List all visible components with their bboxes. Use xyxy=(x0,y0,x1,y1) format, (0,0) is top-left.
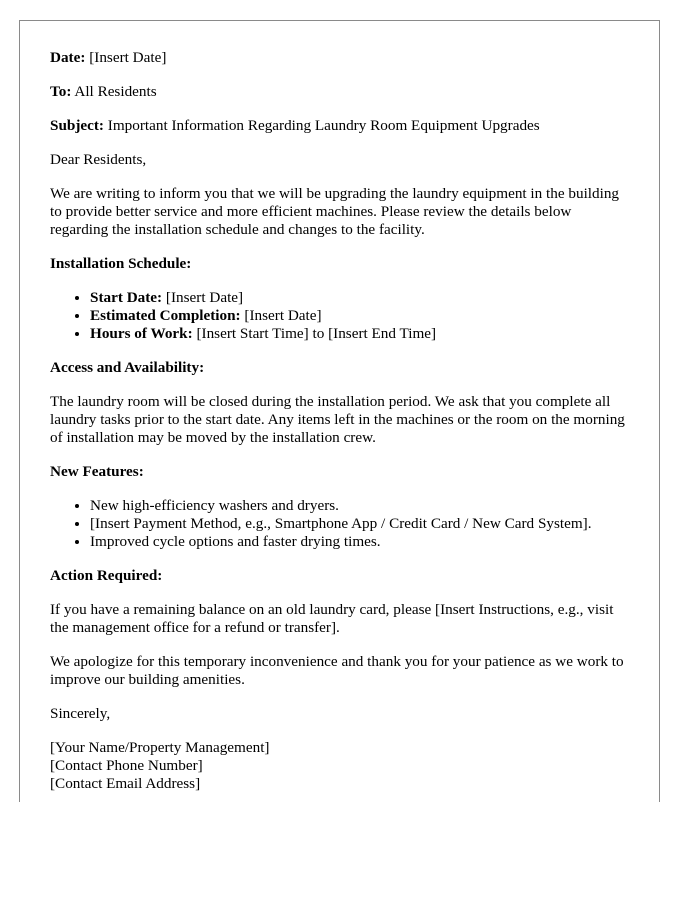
features-list xyxy=(50,497,629,551)
signature-block xyxy=(50,739,629,793)
to-value: All Residents xyxy=(74,83,157,100)
signature-email: [Contact Email Address] xyxy=(50,775,201,792)
signature-phone: [Contact Phone Number] xyxy=(50,757,203,774)
feature-item: • Improved cycle options and faster drying times. xyxy=(90,533,629,551)
schedule-item-hours xyxy=(90,325,629,343)
schedule-item-label: Start Date: xyxy=(90,289,163,306)
action-paragraph: If you have a remaining balance on an old laundry card, please [Insert Instructions, e.g., visit the management office for a refund or transfer]. xyxy=(50,601,614,636)
subject-label: Subject: xyxy=(50,117,104,134)
letter-document xyxy=(19,20,660,802)
date-value: [Insert Date] xyxy=(89,49,167,66)
closing: Sincerely, xyxy=(50,705,111,722)
schedule-item-value: [Insert Start Time] to [Insert End Time] xyxy=(196,325,437,342)
subject-line xyxy=(50,117,629,135)
to-line xyxy=(50,83,629,101)
features-heading: New Features: xyxy=(50,463,144,480)
access-paragraph: The laundry room will be closed during the installation period. We ask that you complete all laundry tasks prior to the start date. Any items left in the machines or the room on the morning of installation may be moved by the installation crew. xyxy=(50,393,625,446)
schedule-item-label: Estimated Completion: xyxy=(90,307,241,324)
date-label: Date: xyxy=(50,49,86,66)
salutation: Dear Residents, xyxy=(50,151,147,168)
access-heading: Access and Availability: xyxy=(50,359,205,376)
feature-item: • [Insert Payment Method, e.g., Smartphone App / Credit Card / New Card System]. xyxy=(90,515,629,533)
action-heading: Action Required: xyxy=(50,567,163,584)
date-line xyxy=(50,49,629,67)
schedule-list xyxy=(50,289,629,343)
feature-item: • New high-efficiency washers and dryers. xyxy=(90,497,629,515)
apology-paragraph: We apologize for this temporary inconvenience and thank you for your patience as we work to improve our building amenities. xyxy=(50,653,624,688)
schedule-item-label: Hours of Work: xyxy=(90,325,193,342)
schedule-item-completion xyxy=(90,307,629,325)
signature-name: [Your Name/Property Management] xyxy=(50,739,270,756)
intro-paragraph: We are writing to inform you that we will be upgrading the laundry equipment in the building to provide better service and more efficient machines. Please review the details below regarding the installation schedule and changes to the facility. xyxy=(50,185,620,238)
schedule-item-start xyxy=(90,289,629,307)
schedule-item-value: [Insert Date] xyxy=(165,289,244,306)
schedule-item-value: [Insert Date] xyxy=(244,307,322,324)
subject-value: Important Information Regarding Laundry Room Equipment Upgrades xyxy=(107,117,540,134)
schedule-heading: Installation Schedule: xyxy=(50,255,192,272)
to-label: To: xyxy=(50,83,72,100)
